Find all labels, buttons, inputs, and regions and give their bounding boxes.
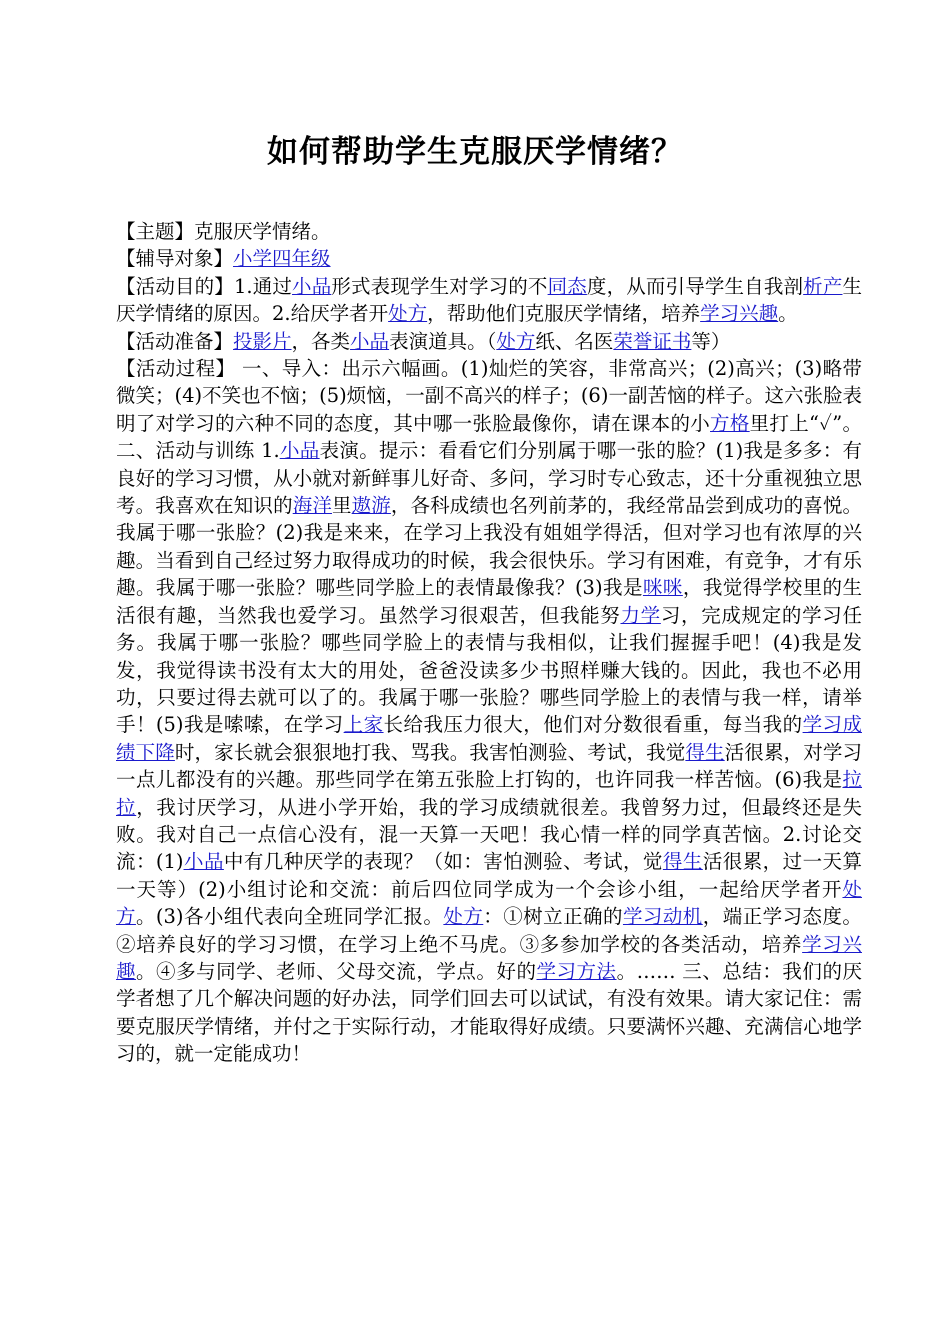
- prep-link-prescription[interactable]: 处方: [496, 329, 536, 353]
- process-text: ，我觉得学校里的生活很有趣，当然我也爱学习。虽然学习很艰苦，但我能努: [116, 576, 862, 627]
- process-text: 。(3)各小组代表向全班同学汇报。: [135, 905, 444, 929]
- process-text: ，端正学习态度。②培养良好的学习习惯，在学习上绝不马虎。③多参加学校的各类活动，培养: [116, 905, 862, 956]
- process-text: 活很累，过一天算一天等）(2)小组讨论和交流：前后四位同学成为一个会诊小组，一起给厌学者开: [116, 850, 862, 901]
- purpose-link-skit[interactable]: 小品: [292, 274, 332, 298]
- purpose-text: 。: [778, 302, 798, 326]
- process-link[interactable]: 处方: [116, 877, 862, 929]
- target-link[interactable]: 小学四年级: [233, 247, 331, 271]
- process-text: 。…… 三、总结：我们的厌学者想了几个解决问题的好办法，同学们回去可以试试，有没有效果。请大家记住：需要克服厌学情绪，并付之于实际行动，才能取得好成绩。只要满怀兴趣、充满信心地学习的，就一定能成功！: [116, 959, 862, 1066]
- process-text: ：①树立正确的: [483, 905, 623, 929]
- process-text: 长给我压力很大，他们对分数很看重，每当我的: [383, 713, 803, 737]
- prep-line: [116, 328, 862, 355]
- process-text: ，各科成绩也名列前茅的，我经常品尝到成功的喜悦。我属于哪一张脸？(2)我是来来，在学习上我没有姐姐学得活，但对学习也有浓厚的兴趣。当看到自己经过努力取得成功的时候，我会很快乐。学习有困难，有竞争，才有乐趣。我属于哪一张脸？哪些同学脸上的表情最像我？(3)我是: [116, 494, 862, 600]
- prep-link-certificate[interactable]: 荣誉证书: [613, 329, 692, 353]
- prep-label: 【活动准备】: [116, 329, 234, 353]
- process-link[interactable]: 上家: [343, 713, 384, 737]
- purpose-text: ，帮助他们克服厌学情绪，培养: [427, 302, 701, 326]
- process-text: 里打上“✓”。二、活动与训练 1.: [116, 411, 862, 463]
- process-link[interactable]: 力学: [620, 603, 661, 627]
- purpose-paragraph: [116, 273, 862, 328]
- prep-link-skit[interactable]: 小品: [350, 329, 390, 353]
- theme-text: 克服厌学情绪。: [194, 220, 331, 243]
- page-title: 如何帮助学生克服厌学情绪？: [267, 134, 683, 170]
- process-link[interactable]: 学习动机: [622, 905, 703, 929]
- target-label: 【辅导对象】: [116, 247, 234, 271]
- purpose-text: 度，从而引导学生自我剖: [586, 274, 804, 298]
- process-link[interactable]: 小品: [279, 439, 320, 463]
- document-body: [116, 218, 862, 1068]
- process-text: 习，完成规定的学习任务。我属于哪一张脸？哪些同学脸上的表情与我相似，让我们握握手吧！(4)我是发发，我觉得读书没有太大的用处，爸爸没读多少书照样赚大钱的。因此，我也不必用功，只要过得去就可以了的。我属于哪一张脸？哪些同学脸上的表情与我一样，请举手！(5)我是嗦嗦，在学习: [116, 603, 862, 737]
- process-link[interactable]: 遨游: [351, 494, 391, 518]
- theme-line: [116, 218, 862, 245]
- prep-text: 纸、名医: [535, 329, 614, 353]
- process-text: 时，家长就会狠狠地打我、骂我。我害怕测验、考试，我觉: [174, 740, 686, 764]
- process-link[interactable]: 海洋: [292, 494, 332, 518]
- process-link[interactable]: 拉拉: [116, 768, 862, 819]
- process-link[interactable]: 方格: [710, 411, 750, 435]
- prep-link-projector[interactable]: 投影片: [233, 329, 292, 353]
- process-text: ，我讨厌学习，从进小学开始，我的学习成绩就很差。我曾努力过，但最终还是失败。我对自己一点信心没有，混一天算一天吧！我心情一样的同学真苦恼。2.讨论交流：(1): [116, 795, 862, 874]
- process-link[interactable]: 得生: [662, 850, 703, 874]
- purpose-link-prescription[interactable]: 处方: [388, 302, 428, 326]
- process-text: 里: [331, 494, 352, 518]
- process-text: 。④多与同学、老师、父母交流，学点。好的: [136, 959, 537, 983]
- process-link[interactable]: 学习兴趣: [116, 932, 862, 983]
- purpose-link-tongtai[interactable]: 同态: [547, 274, 587, 298]
- process-text: 中有几种厌学的表现？（如：害怕测验、考试，觉: [223, 850, 663, 874]
- purpose-text: 生厌学情绪的原因。2.给厌学者开: [116, 274, 862, 326]
- process-text: 一、导入：出示六幅画。(1)灿烂的笑容，非常高兴；(2)高兴；(3)略带微笑；(4)不笑也不恼；(5)烦恼，一副不高兴的样子；(6)一副苦恼的样子。这六张脸表明了对学习的六种不同的态度，其中哪一张脸最像你，请在课本的小: [116, 357, 862, 435]
- purpose-text: 1.通过: [233, 274, 293, 298]
- purpose-label: 【活动目的】: [116, 274, 234, 298]
- process-link[interactable]: 学习方法: [536, 959, 617, 983]
- purpose-link-interest[interactable]: 学习兴趣: [700, 302, 779, 326]
- process-link[interactable]: 小品: [183, 850, 224, 874]
- process-paragraph: [116, 355, 862, 1068]
- purpose-link-xichan[interactable]: 析产: [803, 274, 843, 298]
- process-label: 【活动过程】: [116, 357, 236, 381]
- process-link[interactable]: 咪咪: [642, 576, 683, 600]
- process-link[interactable]: 处方: [443, 905, 484, 929]
- theme-label: 【主题】: [116, 220, 195, 243]
- process-link[interactable]: 学习成绩下降: [116, 713, 862, 764]
- prep-text: 等）: [691, 329, 731, 353]
- process-text: 表演。提示：看看它们分别属于哪一张的脸？(1)我是多多：有良好的学习习惯，从小就对新鲜事儿好奇、多问，学习时专心致志，还十分重视独立思考。我喜欢在知识的: [116, 439, 862, 518]
- target-line: [116, 245, 862, 272]
- prep-text: 表演道具。（: [389, 329, 497, 353]
- process-text: 活很累，对学习一点儿都没有的兴趣。那些同学在第五张脸上打钩的，也许同我一样苦恼。(6)我是: [116, 740, 862, 792]
- purpose-text: 形式表现学生对学习的不: [331, 274, 548, 298]
- prep-text: ，各类: [291, 329, 351, 353]
- process-link[interactable]: 得生: [685, 740, 725, 764]
